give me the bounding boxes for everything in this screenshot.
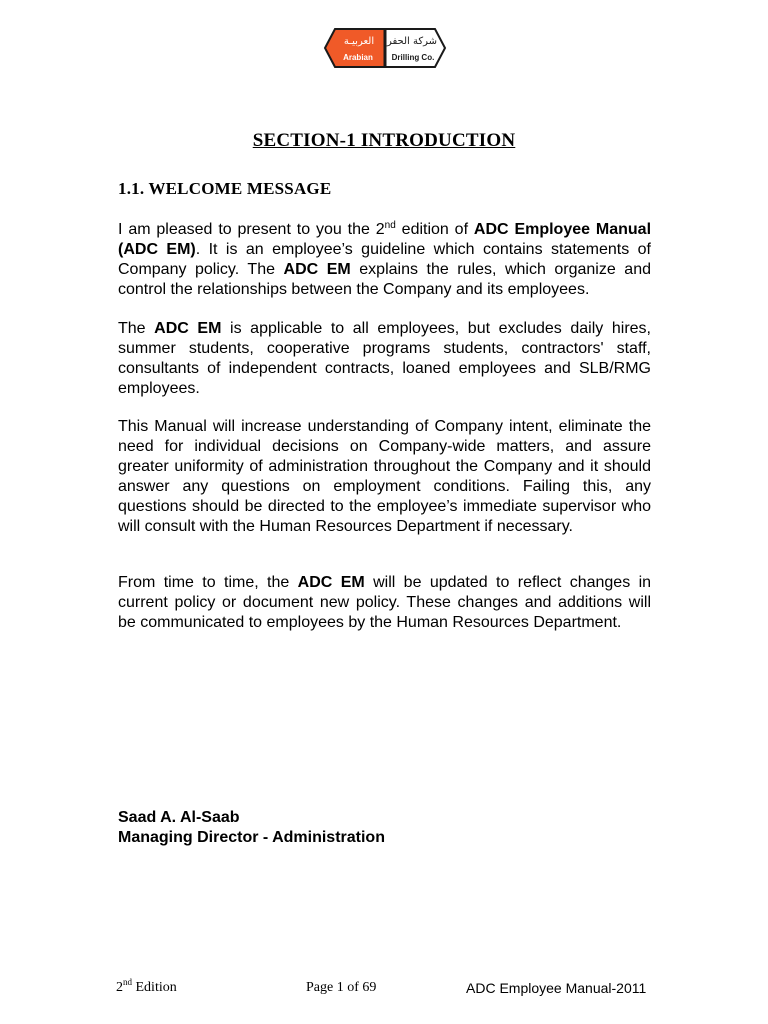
footer-edition: 2nd Edition [116, 977, 177, 995]
footer-manual-title: ADC Employee Manual-2011 [466, 980, 647, 996]
welcome-paragraph-1: I am pleased to present to you the 2nd edition of ADC Employee Manual (ADC EM). It is an employee’s guideline which contains statements of Company policy. The ADC EM explains the rules, which organize and control the relationships between the Company and its employees. [118, 220, 652, 298]
adc-em-bold: ADC EM [283, 261, 351, 278]
arabian-drilling-logo-icon [323, 26, 447, 70]
subsection-title: 1.1. WELCOME MESSAGE [118, 179, 332, 198]
welcome-paragraph-4: From time to time, the ADC EM will be updated to reflect changes in current policy or document new policy. These changes and additions will be communicated to employees by the Human Resources Department. [118, 574, 652, 631]
section-title: SECTION-1 INTRODUCTION [252, 130, 516, 151]
adc-em-bold: ADC EM [154, 320, 222, 337]
logo-arabic-right: شركة الحفر [386, 36, 438, 47]
welcome-paragraph-2: The ADC EM is applicable to all employees, but excludes daily hires, summer students, cooperative programs students, contractors' staff, consultants of independent contracts, loaned employees and SLB/RMG employees. [118, 320, 652, 397]
manual-name-bold: ADC Employee Manual (ADC EM) [118, 221, 652, 258]
signatory-name: Saad A. Al-Saab [118, 809, 240, 826]
logo-arabic-left: العربيـة [343, 36, 375, 47]
signature-block [118, 808, 385, 848]
welcome-paragraph-3: This Manual will increase understanding of Company intent, eliminate the need for individual decisions on Company-wide matters, and assure greater uniformity of administration throughout the Company and it should answer any questions on employment conditions. Failing this, any questions should be directed to the employee’s immediate supervisor who will consult with the Human Resources Department if necessary. [118, 418, 651, 535]
logo-english-left: Arabian [343, 53, 373, 62]
adc-em-bold: ADC EM [297, 574, 365, 591]
footer-page-number: Page 1 of 69 [306, 980, 377, 995]
signatory-title: Managing Director - Administration [118, 829, 385, 846]
company-logo [323, 26, 447, 70]
logo-english-right: Drilling Co. [391, 53, 435, 62]
